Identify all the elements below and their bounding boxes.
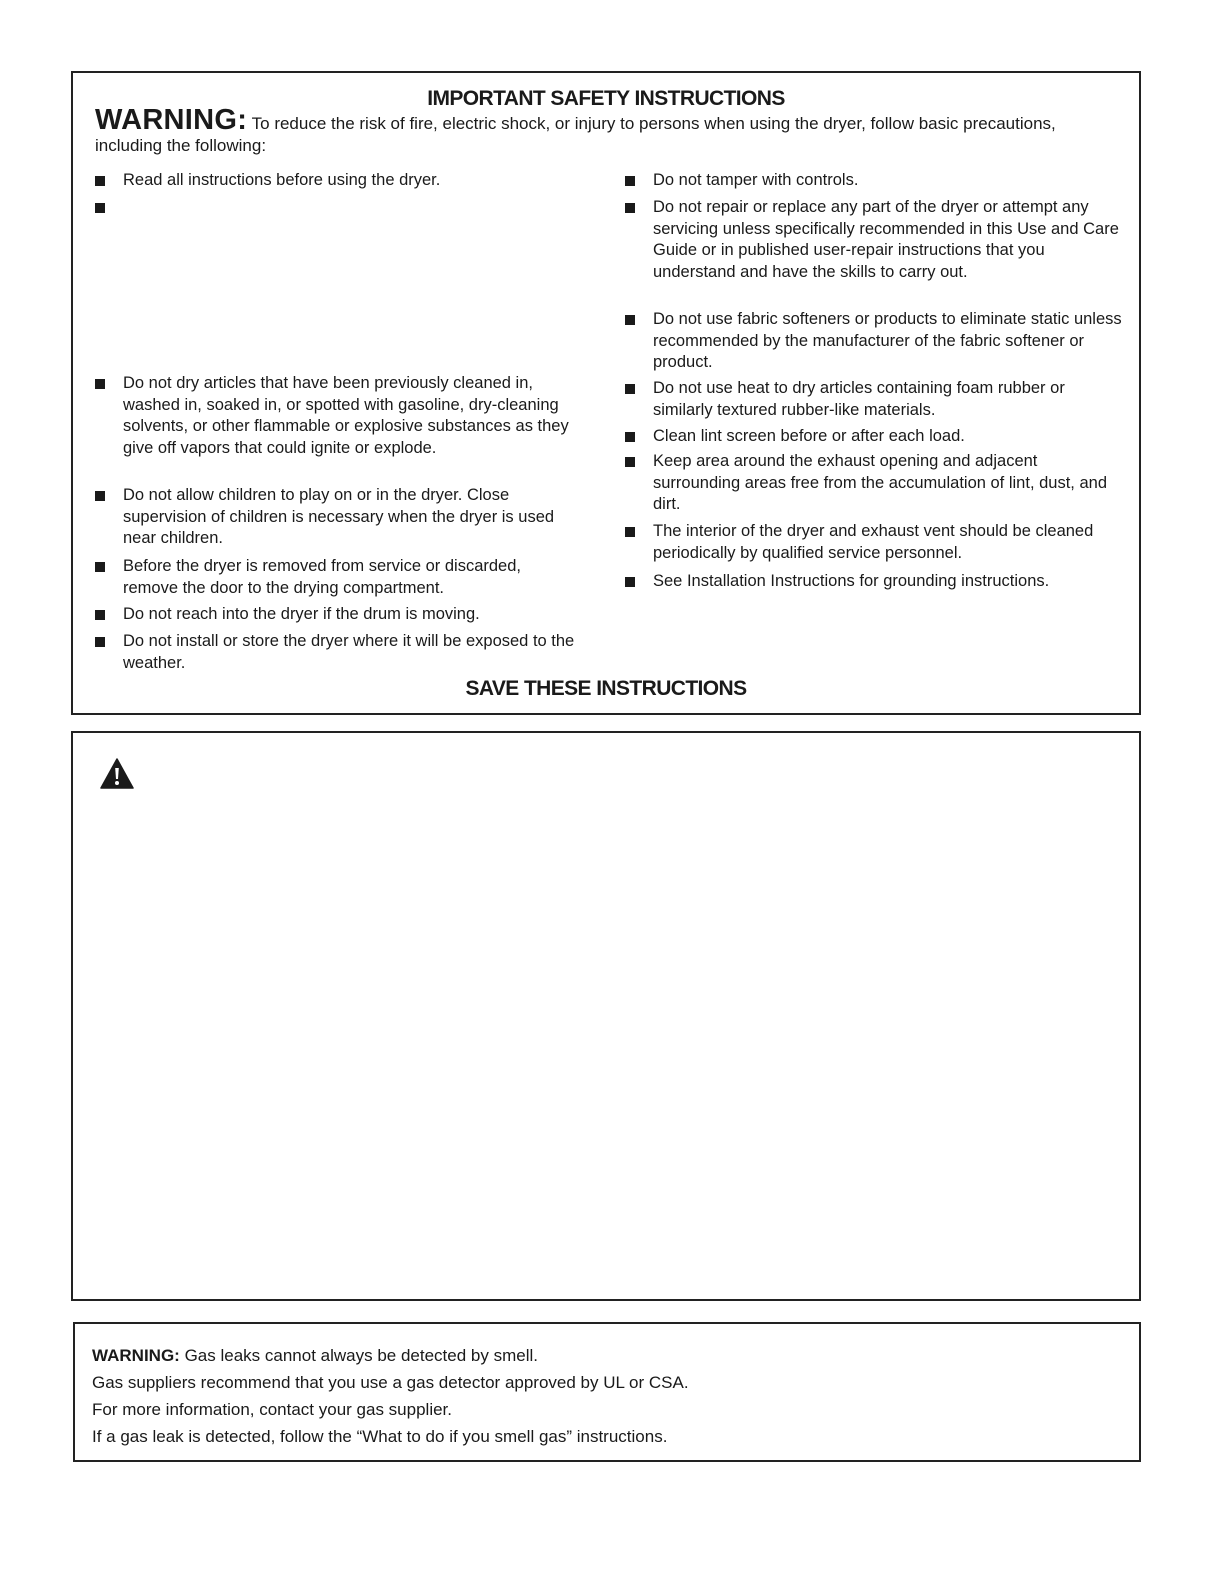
bullet-icon xyxy=(625,527,635,537)
bullet-icon xyxy=(95,610,105,620)
list-item: Do not allow children to play on or in the dryer. Close supervision of children is necessary when the dryer is used near children. xyxy=(95,485,575,550)
list-item: Do not dry articles that have been previously cleaned in, washed in, soaked in, or spotted with gasoline, dry-cleaning solvents, or other flammable or explosive substances as they give off vapors that could ignite or explode. xyxy=(95,373,575,459)
bullet-icon xyxy=(625,315,635,325)
list-item: Do not use fabric softeners or products to eliminate static unless recommended by the manufacturer of the fabric softener or product. xyxy=(625,309,1125,374)
bullet-icon xyxy=(95,379,105,389)
list-item: The interior of the dryer and exhaust vent should be cleaned periodically by qualified service personnel. xyxy=(625,521,1125,564)
gas-warning-line-3: For more information, contact your gas supplier. xyxy=(92,1400,452,1419)
warning-text: To reduce the risk of fire, electric shock, or injury to persons when using the dryer, follow basic precautions, including the following: xyxy=(95,114,1056,155)
list-item: Do not tamper with controls. xyxy=(625,170,1125,192)
list-item: Do not use heat to dry articles containing foam rubber or similarly textured rubber-like materials. xyxy=(625,378,1125,421)
list-item: Clean lint screen before or after each load. xyxy=(625,426,1125,448)
bullet-icon xyxy=(625,457,635,467)
safety-title: IMPORTANT SAFETY INSTRUCTIONS xyxy=(427,87,785,110)
bullet-icon xyxy=(95,562,105,572)
bullet-icon xyxy=(95,176,105,186)
gas-warning-text xyxy=(92,1342,689,1450)
danger-box xyxy=(71,731,1141,1301)
bullet-icon xyxy=(625,176,635,186)
safety-instructions-box xyxy=(71,71,1141,715)
bullet-icon xyxy=(95,637,105,647)
gas-warning-line-1: WARNING: Gas leaks cannot always be detected by smell. xyxy=(92,1346,538,1365)
list-item: Read all instructions before using the dryer. xyxy=(95,170,575,192)
gas-warning-label: WARNING: xyxy=(92,1346,180,1365)
list-item: Do not install or store the dryer where it will be exposed to the weather. xyxy=(95,631,575,674)
bullet-icon xyxy=(625,432,635,442)
warning-intro xyxy=(95,104,1125,157)
list-item: Keep area around the exhaust opening and adjacent surrounding areas free from the accumulation of lint, dust, and dirt. xyxy=(625,451,1125,516)
bullet-icon xyxy=(95,203,105,213)
list-item: Do not reach into the dryer if the drum is moving. xyxy=(95,604,575,626)
list-item: See Installation Instructions for grounding instructions. xyxy=(625,571,1125,593)
save-instructions-title: SAVE THESE INSTRUCTIONS xyxy=(465,677,747,700)
gas-warning-box xyxy=(73,1322,1141,1462)
warning-label: WARNING: xyxy=(95,104,248,136)
gas-warning-line-2: Gas suppliers recommend that you use a gas detector approved by UL or CSA. xyxy=(92,1373,689,1392)
bullet-icon xyxy=(625,384,635,394)
bullet-icon xyxy=(625,577,635,587)
gas-warning-line-4: If a gas leak is detected, follow the “What to do if you smell gas” instructions. xyxy=(92,1427,668,1446)
list-item: Before the dryer is removed from service or discarded, remove the door to the drying compartment. xyxy=(95,556,575,599)
bullet-icon xyxy=(625,203,635,213)
bullet-icon xyxy=(95,491,105,501)
warning-triangle-icon xyxy=(100,758,134,790)
list-item: Do not repair or replace any part of the dryer or attempt any servicing unless specifically recommended in this Use and Care Guide or in published user-repair instructions that you understand and have the skills to carry out. xyxy=(625,197,1125,283)
